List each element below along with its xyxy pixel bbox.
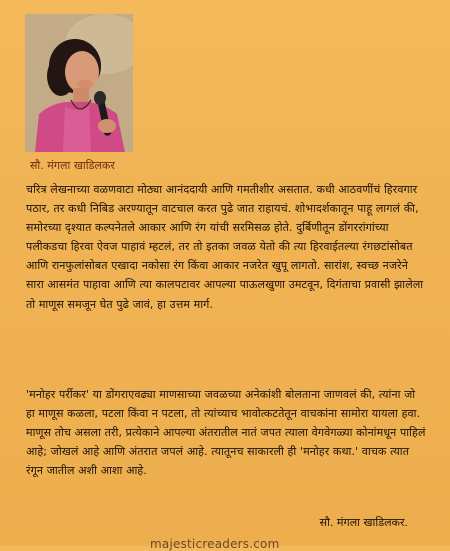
author-caption: सौ. मंगला खाडिलकर — [30, 159, 115, 172]
paragraph-1: चरित्र लेखनाच्या वळणवाटा मोठ्या आनंददायी आणि गमतीशीर असतात. कधी आठवणींचं हिरवगार पठार, तर कधी निबिड अरण्यातून वाटचाल करत पुढे जात राहायचं. शोभादर्शकातून पाहू लागलं की, समोरच्या दृश्यात कल्पनेतले आकार आणि रंग यांची सरमिसळ होते. दुर्बिणीतून डोंगररांगांच्या पलीकडचा हिरवा ऐवज पाहावं म्हटलं, तर तो इतका जवळ येतो की त्या हिरवाईतल्या रंगछटांसोबत आणि रानफुलांसोबत एखादा नकोसा रंग किंवा आकार नजरेत खुपू लागतो. सारांश, स्वच्छ नजरेने सारा आसमंत पाहावा आणि त्या कालपटावर आपल्या पाऊलखुणा उमटवून, दिगंताचा प्रवासी झालेला तो माणूस समजून घेत पुढे जावं, हा उत्तम मार्ग. — [26, 183, 424, 311]
author-signature: सौ. मंगला खाडिलकर. — [319, 516, 408, 529]
author-photo — [25, 14, 133, 152]
paragraph-2: 'मनोहर पर्रीकर' या डोंगराएवढ्या माणसाच्या जवळच्या अनेकांशी बोलताना जाणवलं की, त्यांना जो हा माणूस कळला, पटला किंवा न पटला, तो त्यांच्याच भावोत्कटतेतून वाचकांना सामोरा यायला हवा. माणूस तोच असला तरी, प्रत्येकाने आपल्या अंतरातील नातं जपत त्याला वेगवेगळ्या कोनांमधून पाहिलं आहे; जोखलं आहे आणि अंतरात जपलं आहे. त्यातूनच साकारली ही 'मनोहर कथा.' वाचक त्यात रंगून जातील अशी आशा आहे. — [26, 388, 426, 478]
site-watermark: majesticreaders.com — [150, 537, 280, 551]
